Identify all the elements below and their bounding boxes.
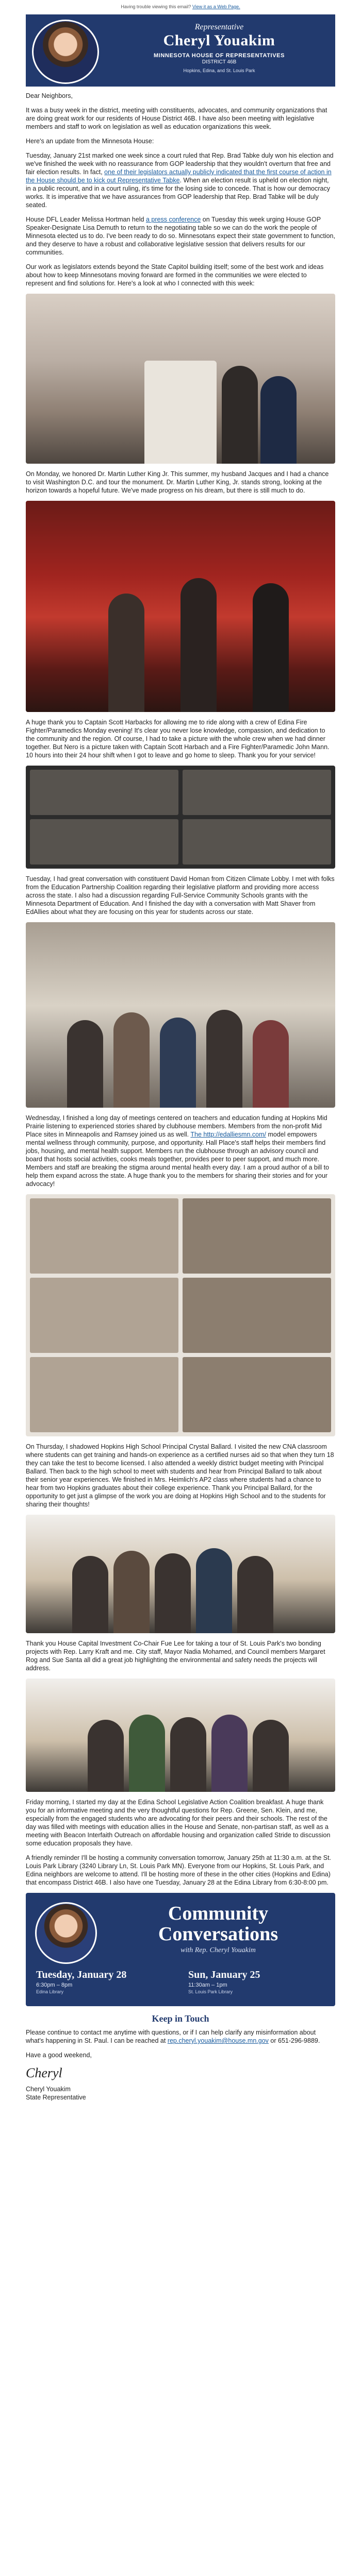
event-2-day: Sun, January 25: [188, 1969, 260, 1980]
event-2: [188, 1969, 327, 2000]
school-photo-1: [30, 1198, 178, 1274]
paragraph-intro: It was a busy week in the district, meeting with constituents, advocates, and community organizations that are doing great work for our residents of House District 46B. I have also been meeting with legislative members and staff to work on legislation as well as education organizations this week.: [26, 107, 327, 130]
event-1-time: 6:30pm – 8pm: [36, 1982, 73, 1988]
paragraph-tabke-b: . When an election result is upheld on election night, in a public recount, and in a court ruling, it's time for the losing side to concede. That is how our democracy works. It is imperative that we have assurances from GOP leadership that Rep. Brad Tabke will be duly seated.: [26, 177, 330, 209]
closing: Have a good weekend,: [26, 2052, 92, 2059]
event-1-location: Edina Library: [36, 1989, 64, 1994]
school-photo-2: [183, 1198, 331, 1274]
clubhouse-group-photo: [26, 922, 335, 1108]
paragraph-press-a: House DFL Leader Melissa Hortman held: [26, 216, 144, 223]
paragraph-friday: Friday morning, I started my day at the Edina School Legislative Action Coalition breakfast. A huge thank you for an informative meeting and the very thoughtful questions for Rep. Greene, Sen. Klein, and me, especially from the engaged students who are advocating for their peers and their schools. The rest of the day was filled with meetings with education allies in the House and Senate, non-partisan staff, as well as a meeting with Beacon Interfaith Outreach on affordable housing and organization called Stride to discussion some education proposals they have.: [26, 1799, 331, 1847]
community-conversations-banner: [26, 1893, 335, 2006]
paragraph-contact-a: Please continue to contact me anytime with questions, or if I can help clarify any misinformation about what's happening in St. Paul. I can be reached at: [26, 2029, 316, 2044]
preheader-text: Having trouble viewing this email?: [121, 4, 191, 9]
meeting-photo-1: [30, 770, 178, 815]
banner-representative-photo: [35, 1902, 97, 1964]
paragraph-press-b: on Tuesday this week urging House GOP Speaker-Designate Lisa Demuth to return to the negotiating table so we can do the work the people of Minnesota elected us to do. I've been ready to do so. Minnesotans expect their state government to function, and they deserve to have a robust and collaborative legislative session that delivers results for our communities.: [26, 216, 335, 256]
paragraph-wednesday: [26, 1114, 335, 1188]
school-photo-3: [30, 1278, 178, 1353]
signature-title: State Representative: [26, 2094, 86, 2101]
email-container: [26, 14, 335, 2113]
paragraph-community: Our work as legislators extends beyond the State Capitol building itself; some of the best work and ideas about how to keep Minnesotans moving forward are formed in the communities we were elected to represent and find solutions for. Here's a look at who I connected with this week:: [26, 263, 324, 287]
mlk-memorial-photo: [26, 294, 335, 464]
paragraph-tabke-a: Tuesday, January 21st marked one week since a court ruled that Rep. Brad Tabke duly won his election and we've finished the week with no reassurance from GOP leadership that they wouldn't overturn that free and fair election results. In fact,: [26, 152, 334, 176]
header-role: Representative: [194, 23, 244, 31]
clubhouse-model-link[interactable]: The http://edalliesmn.com/: [190, 1131, 266, 1138]
edina-breakfast-photo: [26, 1679, 335, 1792]
header-name: Cheryl Youakim: [163, 32, 275, 49]
hopkins-high-photos: [26, 1194, 335, 1436]
paragraph-wednesday-b: model empowers mental wellness through community, purpose, and opportunity. Hall Place's staff helps their members find jobs, housing, and mental health support. Members run the clubhouse through an advisory council and board that hosts social activities, cooks meals together, provides peer to peer support, and much more. Members and staff are breaking the stigma around mental health every day. I am a proud author of a bill to help them expand across the state. A huge thank you to the members for sharing their stories and for your advocacy!: [26, 1131, 330, 1188]
school-photo-5: [30, 1357, 178, 1432]
school-photo-6: [183, 1357, 331, 1432]
paragraph-contact-b: or 651-296-9889.: [270, 2037, 320, 2044]
event-2-location: St. Louis Park Library: [188, 1989, 233, 1994]
representative-photo: [32, 20, 99, 84]
header-title: [108, 23, 330, 73]
header-district: DISTRICT 46B: [202, 59, 237, 65]
paragraph-update: Here's an update from the Minnesota House:: [26, 138, 154, 145]
meeting-photo-2: [183, 770, 331, 815]
preheader: [0, 4, 361, 9]
header-contact: Hopkins, Edina, and St. Louis Park: [183, 68, 255, 73]
paragraph-tabke: [26, 151, 335, 209]
header-house: MINNESOTA HOUSE OF REPRESENTATIVES: [153, 53, 285, 59]
meeting-photo-4: [183, 819, 331, 865]
keep-in-touch-heading: Keep in Touch: [152, 2013, 209, 2024]
view-as-web-page-link[interactable]: View it as a Web Page.: [192, 4, 240, 9]
paragraph-community-conversation: A friendly reminder I'll be hosting a community conversation tomorrow, January 25th at 11:30 a.m. at the St. Louis Park Library (3240 Library Ln, St. Louis Park MN). Everyone from our Hopkins, St. Louis Park, and Edina neighbors are welcome to attend. I'll be hosting more of these in the other cities (Hopkins and Edina) that encompass District 46B. I also have one Tuesday, January 28 at the Edina Library from 6:30-8:00 pm.: [26, 1854, 332, 1886]
press-conference-link[interactable]: a press conference: [146, 216, 201, 223]
school-photo-4: [183, 1278, 331, 1353]
email-body: [26, 87, 335, 2113]
meeting-photo-3: [30, 819, 178, 865]
paragraph-thursday: On Thursday, I shadowed Hopkins High School Principal Crystal Ballard. I visited the new CNA classroom where students can get training and hands-on experience as a certified nurses aid so that when they turn 18 they can take the test to become licensed. I also attended a weekly district budget meeting with Principal Ballard. Then back to the high school to meet with students and hear from Principal Ballard to talk about their senior year experiences. We finished in Mrs. Heimlich's AP2 class where students had a chance to hear from two Hopkins graduates about their college experience. Thank you Principal Ballard, for the opportunity to get just a glimpse of the work you are doing at Hopkins High School and to the students for sharing their thoughts!: [26, 1443, 334, 1508]
paragraph-press-conference: [26, 215, 335, 257]
event-1: [36, 1969, 175, 2000]
email-link[interactable]: rep.cheryl.youakim@house.mn.gov: [167, 2037, 269, 2044]
paragraph-mlk: On Monday, we honored Dr. Martin Luther King Jr. This summer, my husband Jacques and I had a chance to visit Washington D.C. and tour the monument. Dr. Martin Luther King, Jr. stands strong, looking at the horizon towards a hopeful future. We've made progress on his dream, but there is still much to do.: [26, 470, 329, 494]
signature-name: Cheryl Youakim: [26, 2086, 71, 2093]
virtual-meeting-photos: [26, 766, 335, 869]
header-banner: [26, 14, 335, 87]
paragraph-fire-ride-along: A huge thank you to Captain Scott Harbacks for allowing me to ride along with a crew of Edina Fire Fighter/Paramedics Monday evening! It's clear you never lose knowledge, compassion, and dedication to the community and the region. Of course, I had to take a picture with the whole crew when we had dinner together. But Nero is a picture taken with Captain Scott Harbach and a Fire Fighter/Paramedic John Mann. 10 hours into their 24 hour shift when I got to leave and go home to sleep. Thank you for your service!: [26, 719, 330, 759]
tabke-article-link[interactable]: one of their legislators actually publicly indicated that the first course of action in the House should be to kick out Representative Tabke: [26, 168, 332, 184]
event-2-time: 11:30am – 1pm: [188, 1982, 227, 1988]
greeting: Dear Neighbors,: [26, 92, 73, 99]
fire-truck-photo: [26, 501, 335, 712]
paragraph-contact: [26, 2028, 335, 2045]
bonding-tour-photo: [26, 1515, 335, 1633]
paragraph-tuesday: Tuesday, I had great conversation with constituent David Homan from Citizen Climate Lobby. I met with folks from the Education Partnership Coalition regarding their legislative platform and providing more access across the state. I also had a discussion regarding Full-Service Community Schools grants with the Minnesota Department of Education. And I finished the day with a conversation with Matt Shaver from EdAllies about what they are focusing on this year for students across our state.: [26, 875, 335, 916]
banner-title: Community Conversations: [158, 1903, 278, 1945]
paragraph-capital-investment: Thank you House Capital Investment Co-Chair Fue Lee for taking a tour of St. Louis Park's two bonding projects with Rep. Larry Kraft and me. City staff, Mayor Nadia Mohamed, and Council members Margaret Rog and Sue Santa all did a great job highlighting the environmental and safety needs the projects will address.: [26, 1640, 325, 1672]
signature: Cheryl: [26, 2065, 62, 2080]
banner-subtitle: with Rep. Cheryl Youakim: [180, 1946, 256, 1954]
event-1-day: Tuesday, January 28: [36, 1969, 127, 1980]
paragraph-wednesday-a: Wednesday, I finished a long day of meetings centered on teachers and education funding at Hopkins Mid Prairie listening to experienced stories shared by clubhouse members. Members from the non-profit Mid Place sites in Minneapolis and Ramsey joined us as well.: [26, 1114, 327, 1138]
